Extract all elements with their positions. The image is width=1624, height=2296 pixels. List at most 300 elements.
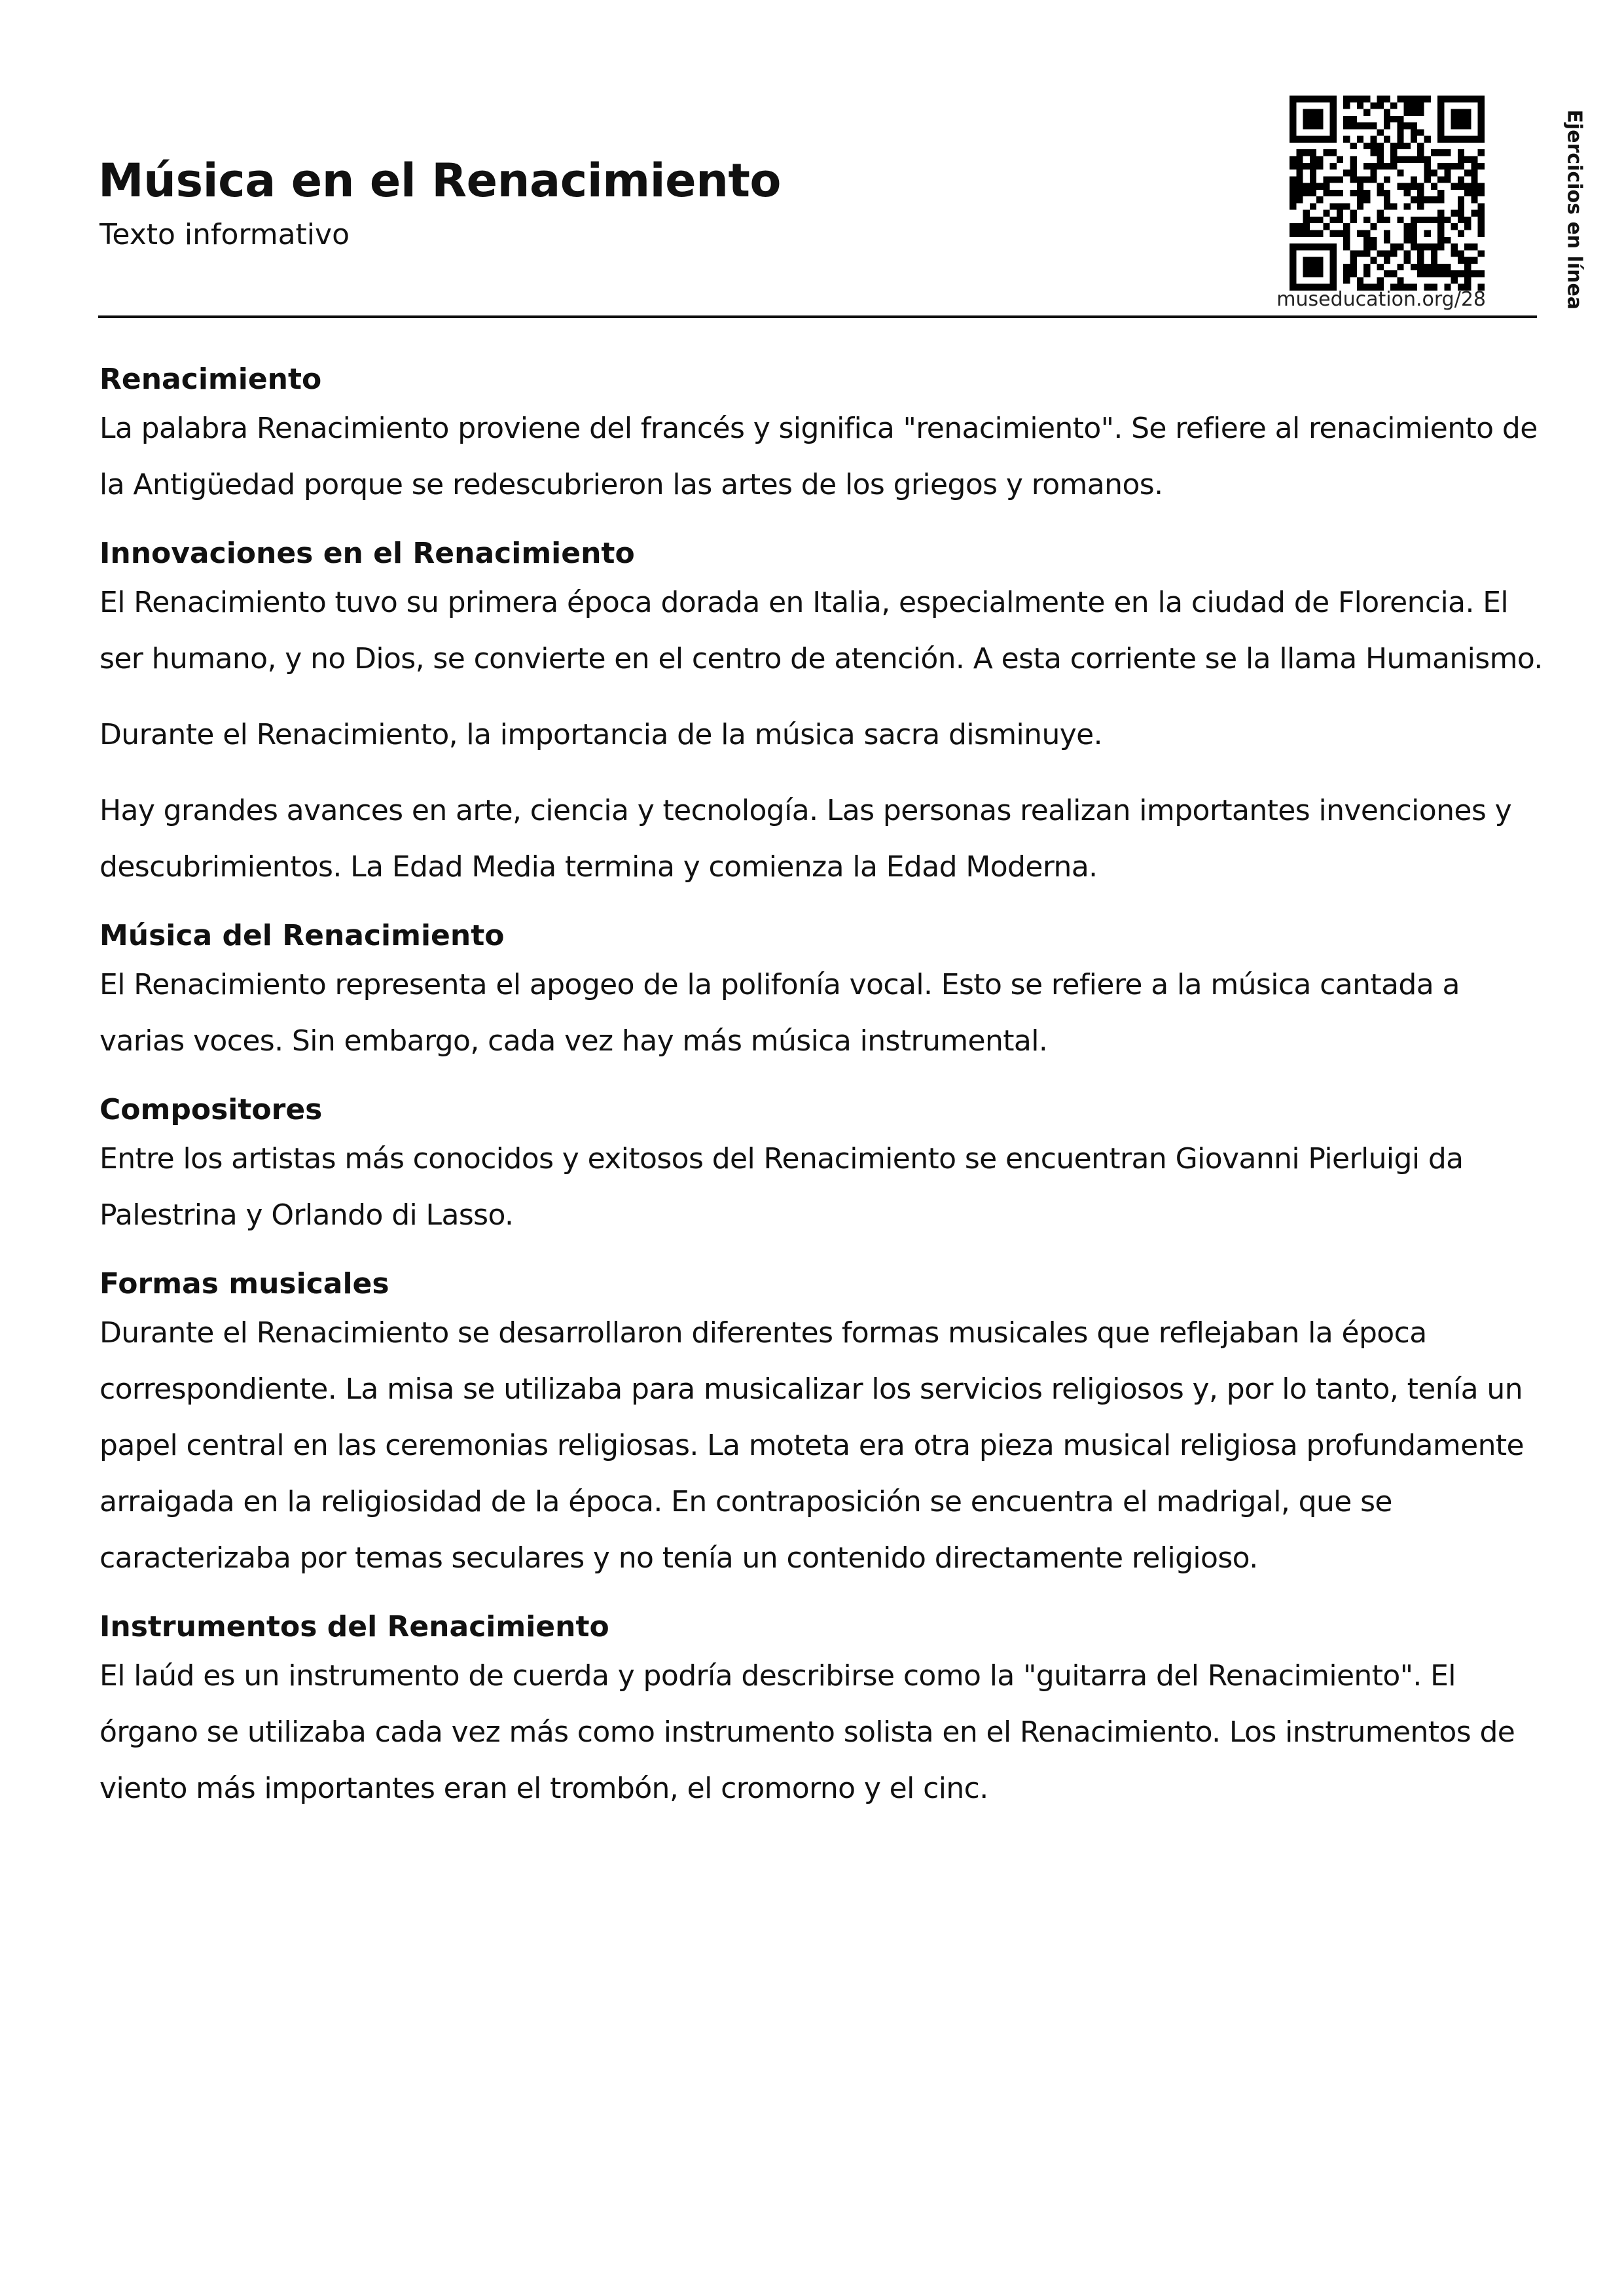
qr-module	[1310, 217, 1316, 223]
qr-module	[1417, 143, 1424, 149]
qr-module	[1471, 156, 1477, 162]
qr-module	[1390, 102, 1397, 109]
qr-module	[1390, 156, 1397, 162]
qr-module	[1390, 270, 1397, 277]
qr-module	[1464, 243, 1471, 250]
qr-module	[1451, 277, 1458, 283]
qr-module	[1478, 102, 1485, 109]
qr-module	[1431, 149, 1437, 156]
qr-module	[1357, 190, 1363, 196]
qr-module	[1464, 156, 1471, 162]
qr-module	[1458, 183, 1464, 190]
qr-module	[1404, 190, 1411, 196]
qr-module	[1303, 270, 1310, 277]
qr-module	[1303, 230, 1310, 237]
qr-module	[1471, 243, 1477, 250]
qr-module	[1444, 270, 1451, 277]
qr-module	[1411, 109, 1417, 116]
qr-module	[1397, 264, 1403, 270]
qr-module	[1370, 149, 1377, 156]
qr-module	[1370, 136, 1377, 143]
qr-module	[1323, 149, 1329, 156]
section-paragraph: El laúd es un instrumento de cuerda y podría describirse como la "guitarra del Renacimiento". El órgano se utilizaba cada vez más como instrumento solista en el Renacimiento. Los instrumentos de viento más importantes eran el trombón, el cromorno y el cinc.	[99, 1659, 1515, 1805]
qr-module	[1330, 243, 1337, 250]
qr-module	[1458, 210, 1464, 217]
qr-module	[1377, 143, 1384, 149]
qr-module	[1350, 170, 1356, 176]
qr-module	[1330, 122, 1337, 129]
qr-module	[1390, 243, 1397, 250]
qr-url-label[interactable]: museducation.org/28	[1276, 288, 1486, 311]
qr-module	[1323, 176, 1329, 183]
qr-module	[1316, 230, 1323, 237]
qr-module	[1296, 96, 1303, 102]
qr-module	[1337, 230, 1343, 237]
qr-module	[1384, 136, 1390, 143]
qr-module	[1343, 122, 1350, 129]
qr-module	[1431, 257, 1437, 264]
qr-module	[1350, 156, 1356, 162]
qr-module	[1350, 122, 1356, 129]
qr-module	[1397, 277, 1403, 283]
qr-module	[1350, 190, 1356, 196]
qr-module	[1444, 170, 1451, 176]
qr-module	[1357, 96, 1363, 102]
qr-module	[1390, 250, 1397, 257]
qr-module	[1424, 217, 1431, 223]
qr-module	[1330, 190, 1337, 196]
qr-module	[1437, 270, 1444, 277]
qr-module	[1323, 136, 1329, 143]
qr-module	[1370, 143, 1377, 149]
qr-module	[1471, 210, 1477, 217]
qr-module	[1310, 264, 1316, 270]
qr-module	[1437, 210, 1444, 217]
qr-module	[1471, 190, 1477, 196]
qr-module	[1464, 277, 1471, 283]
qr-module	[1296, 223, 1303, 230]
qr-module	[1464, 109, 1471, 116]
qr-module	[1303, 190, 1310, 196]
qr-module	[1464, 223, 1471, 230]
qr-module	[1357, 277, 1363, 283]
qr-module	[1330, 109, 1337, 116]
qr-module	[1424, 163, 1431, 170]
qr-module	[1363, 243, 1370, 250]
qr-module	[1437, 116, 1444, 122]
qr-module	[1296, 149, 1303, 156]
qr-module	[1431, 264, 1437, 270]
qr-module	[1316, 217, 1323, 223]
qr-module	[1303, 136, 1310, 143]
qr-module	[1397, 136, 1403, 143]
qr-module	[1310, 163, 1316, 170]
qr-module	[1303, 116, 1310, 122]
qr-module	[1310, 156, 1316, 162]
qr-module	[1296, 183, 1303, 190]
qr-module	[1377, 250, 1384, 257]
qr-module	[1417, 149, 1424, 156]
qr-module	[1478, 203, 1485, 209]
qr-module	[1451, 183, 1458, 190]
section-heading: Innovaciones en el Renacimiento	[99, 537, 635, 570]
qr-module	[1337, 176, 1343, 183]
qr-module	[1417, 156, 1424, 162]
qr-module	[1290, 96, 1296, 102]
qr-module	[1370, 163, 1377, 170]
qr-module	[1478, 122, 1485, 129]
qr-module	[1323, 210, 1329, 217]
qr-module	[1337, 156, 1343, 162]
qr-module	[1310, 136, 1316, 143]
section-instrumentos	[99, 1606, 1546, 1817]
qr-module	[1478, 223, 1485, 230]
qr-module	[1411, 96, 1417, 102]
qr-module	[1437, 217, 1444, 223]
qr-module	[1437, 196, 1444, 203]
qr-module	[1384, 203, 1390, 209]
qr-module	[1411, 156, 1417, 162]
qr-module	[1404, 143, 1411, 149]
qr-module	[1411, 230, 1417, 237]
qr-module	[1458, 176, 1464, 183]
qr-module	[1458, 203, 1464, 209]
qr-module	[1330, 277, 1337, 283]
qr-module	[1424, 96, 1431, 102]
qr-module	[1310, 170, 1316, 176]
qr-module	[1471, 196, 1477, 203]
qr-module	[1404, 257, 1411, 264]
qr-module	[1431, 170, 1437, 176]
qr-module	[1458, 230, 1464, 237]
qr-module	[1431, 196, 1437, 203]
qr-module	[1310, 122, 1316, 129]
qr-module	[1310, 270, 1316, 277]
qr-module	[1303, 149, 1310, 156]
qr-module	[1303, 257, 1310, 264]
qr-module	[1404, 109, 1411, 116]
qr-module	[1458, 122, 1464, 129]
qr-module	[1384, 237, 1390, 243]
qr-module	[1437, 129, 1444, 135]
qr-module	[1323, 96, 1329, 102]
qr-module	[1290, 183, 1296, 190]
qr-module	[1337, 190, 1343, 196]
online-exercises-label: Ejercicios en línea	[1562, 109, 1586, 310]
qr-module	[1330, 264, 1337, 270]
qr-module	[1350, 143, 1356, 149]
qr-module	[1316, 163, 1323, 170]
header-divider	[98, 315, 1537, 318]
qr-module	[1377, 217, 1384, 223]
qr-module	[1310, 183, 1316, 190]
section-heading: Instrumentos del Renacimiento	[99, 1610, 609, 1643]
qr-module	[1464, 136, 1471, 143]
qr-module	[1343, 277, 1350, 283]
qr-module	[1437, 102, 1444, 109]
qr-module	[1290, 243, 1296, 250]
qr-module	[1290, 264, 1296, 270]
qr-module	[1290, 190, 1296, 196]
qr-module	[1310, 149, 1316, 156]
qr-module	[1357, 176, 1363, 183]
qr-module	[1417, 183, 1424, 190]
qr-module	[1411, 176, 1417, 183]
qr-module	[1417, 257, 1424, 264]
qr-module	[1417, 96, 1424, 102]
qr-module	[1343, 102, 1350, 109]
qr-module	[1384, 96, 1390, 102]
qr-module	[1404, 183, 1411, 190]
qr-module	[1384, 122, 1390, 129]
qr-module	[1296, 170, 1303, 176]
qr-code-icon[interactable]	[1290, 96, 1485, 291]
qr-module	[1464, 257, 1471, 264]
qr-module	[1417, 270, 1424, 277]
qr-module	[1404, 230, 1411, 237]
qr-module	[1458, 156, 1464, 162]
qr-module	[1444, 237, 1451, 243]
qr-module	[1357, 250, 1363, 257]
qr-module	[1296, 190, 1303, 196]
qr-module	[1384, 190, 1390, 196]
qr-module	[1437, 176, 1444, 183]
qr-module	[1431, 183, 1437, 190]
qr-module	[1370, 257, 1377, 264]
qr-module	[1444, 149, 1451, 156]
qr-module	[1478, 183, 1485, 190]
qr-module	[1343, 243, 1350, 250]
qr-module	[1417, 243, 1424, 250]
qr-module	[1303, 210, 1310, 217]
section-heading: Compositores	[99, 1093, 323, 1126]
qr-module	[1397, 143, 1403, 149]
section-paragraph: El Renacimiento representa el apogeo de la polifonía vocal. Esto se refiere a la música cantada a varias voces. Sin embargo, cada vez hay más música instrumental.	[99, 968, 1460, 1058]
qr-module	[1411, 183, 1417, 190]
qr-module	[1384, 163, 1390, 170]
qr-module	[1478, 230, 1485, 237]
qr-module	[1384, 116, 1390, 122]
qr-module	[1411, 243, 1417, 250]
qr-module	[1290, 109, 1296, 116]
qr-module	[1296, 230, 1303, 237]
qr-module	[1458, 196, 1464, 203]
qr-module	[1478, 270, 1485, 277]
section-paragraph: La palabra Renacimiento proviene del francés y significa "renacimiento". Se refiere al renacimiento de la Antigüedad porque se redescubrieron las artes de los griegos y romanos.	[99, 412, 1538, 501]
qr-module	[1417, 109, 1424, 116]
qr-module	[1411, 102, 1417, 109]
qr-module	[1384, 257, 1390, 264]
qr-module	[1290, 136, 1296, 143]
qr-module	[1350, 96, 1356, 102]
qr-module	[1478, 149, 1485, 156]
qr-module	[1370, 243, 1377, 250]
qr-module	[1464, 96, 1471, 102]
section-compositores	[99, 1089, 1546, 1244]
qr-module	[1390, 143, 1397, 149]
qr-module	[1357, 136, 1363, 143]
qr-module	[1424, 270, 1431, 277]
qr-module	[1296, 156, 1303, 162]
qr-module	[1377, 129, 1384, 135]
qr-module	[1411, 122, 1417, 129]
qr-module	[1303, 96, 1310, 102]
section-heading: Renacimiento	[99, 363, 322, 396]
qr-module	[1464, 183, 1471, 190]
qr-module	[1458, 270, 1464, 277]
qr-module	[1363, 230, 1370, 237]
qr-module	[1296, 176, 1303, 183]
qr-module	[1316, 183, 1323, 190]
qr-module	[1290, 277, 1296, 283]
qr-module	[1337, 210, 1343, 217]
qr-module	[1417, 264, 1424, 270]
qr-module	[1343, 170, 1350, 176]
qr-module	[1350, 210, 1356, 217]
qr-module	[1343, 203, 1350, 209]
qr-module	[1478, 116, 1485, 122]
qr-module	[1370, 170, 1377, 176]
qr-module	[1290, 102, 1296, 109]
qr-module	[1370, 237, 1377, 243]
section-heading: Música del Renacimiento	[99, 919, 505, 952]
qr-module	[1417, 196, 1424, 203]
qr-module	[1437, 230, 1444, 237]
text-body	[99, 359, 1546, 1817]
qr-module	[1404, 102, 1411, 109]
section-renacimiento	[99, 359, 1546, 513]
qr-module	[1363, 96, 1370, 102]
qr-module	[1458, 96, 1464, 102]
qr-module	[1451, 136, 1458, 143]
qr-module	[1296, 243, 1303, 250]
qr-module	[1424, 156, 1431, 162]
qr-module	[1330, 116, 1337, 122]
qr-module	[1390, 163, 1397, 170]
qr-module	[1377, 149, 1384, 156]
qr-module	[1451, 223, 1458, 230]
qr-module	[1411, 136, 1417, 143]
qr-module	[1350, 250, 1356, 257]
qr-module	[1350, 264, 1356, 270]
qr-module	[1437, 149, 1444, 156]
qr-module	[1451, 96, 1458, 102]
qr-module	[1397, 96, 1403, 102]
qr-module	[1330, 96, 1337, 102]
qr-module	[1363, 122, 1370, 129]
qr-module	[1330, 203, 1337, 209]
qr-module	[1310, 243, 1316, 250]
qr-module	[1417, 250, 1424, 257]
qr-module	[1363, 264, 1370, 270]
qr-module	[1390, 203, 1397, 209]
qr-module	[1437, 190, 1444, 196]
qr-module	[1404, 203, 1411, 209]
qr-module	[1377, 156, 1384, 162]
qr-module	[1417, 102, 1424, 109]
qr-module	[1370, 223, 1377, 230]
qr-module	[1384, 196, 1390, 203]
qr-module	[1303, 243, 1310, 250]
qr-module	[1384, 217, 1390, 223]
qr-module	[1444, 96, 1451, 102]
qr-module	[1424, 264, 1431, 270]
qr-module	[1404, 156, 1411, 162]
qr-module	[1417, 217, 1424, 223]
qr-module	[1384, 270, 1390, 277]
qr-module	[1316, 264, 1323, 270]
section-paragraph: Durante el Renacimiento se desarrollaron diferentes formas musicales que reflejaban la época correspondiente. La misa se utilizaba para musicalizar los servicios religiosos y, por lo tanto, tenía un papel central en las ceremonias religiosas. La moteta era otra pieza musical religiosa profundamente arraigada en la religiosidad de la época. En contraposición se encuentra el madrigal, que se caracterizaba por temas seculares y no tenía un contenido directamente religioso.	[99, 1316, 1525, 1575]
qr-module	[1290, 116, 1296, 122]
page-title: Música en el Renacimiento	[98, 154, 782, 207]
qr-module	[1316, 257, 1323, 264]
qr-module	[1478, 129, 1485, 135]
qr-module	[1357, 203, 1363, 209]
qr-module	[1431, 270, 1437, 277]
qr-module	[1290, 176, 1296, 183]
qr-module	[1431, 250, 1437, 257]
qr-module	[1478, 210, 1485, 217]
qr-module	[1397, 183, 1403, 190]
qr-module	[1478, 190, 1485, 196]
qr-module	[1343, 136, 1350, 143]
qr-module	[1397, 243, 1403, 250]
qr-module	[1363, 270, 1370, 277]
qr-module	[1424, 136, 1431, 143]
qr-module	[1451, 210, 1458, 217]
qr-module	[1384, 250, 1390, 257]
qr-module	[1350, 116, 1356, 122]
section-paragraph: El Renacimiento tuvo su primera época dorada en Italia, especialmente en la ciudad de Florencia. El ser humano, y no Dios, se convierte en el centro de atención. A esta corriente se la llama Humanismo.	[99, 586, 1543, 675]
section-heading: Formas musicales	[99, 1267, 389, 1300]
qr-module	[1437, 109, 1444, 116]
qr-module	[1363, 217, 1370, 223]
qr-module	[1458, 217, 1464, 223]
qr-module	[1451, 163, 1458, 170]
section-paragraph: Entre los artistas más conocidos y exitosos del Renacimiento se encuentran Giovanni Pierluigi da Palestrina y Orlando di Lasso.	[99, 1142, 1464, 1232]
qr-module	[1404, 237, 1411, 243]
qr-module	[1290, 129, 1296, 135]
qr-module	[1303, 223, 1310, 230]
qr-module	[1357, 102, 1363, 109]
qr-module	[1424, 176, 1431, 183]
qr-module	[1350, 270, 1356, 277]
qr-module	[1431, 217, 1437, 223]
qr-module	[1417, 129, 1424, 135]
qr-module	[1471, 163, 1477, 170]
qr-module	[1357, 122, 1363, 129]
qr-module	[1411, 223, 1417, 230]
qr-module	[1337, 203, 1343, 209]
qr-module	[1330, 270, 1337, 277]
qr-module	[1303, 163, 1310, 170]
qr-module	[1316, 122, 1323, 129]
qr-module	[1377, 163, 1384, 170]
qr-module	[1471, 136, 1477, 143]
qr-module	[1444, 136, 1451, 143]
qr-module	[1458, 109, 1464, 116]
qr-module	[1316, 270, 1323, 277]
qr-module	[1363, 196, 1370, 203]
qr-module	[1464, 270, 1471, 277]
qr-module	[1310, 230, 1316, 237]
section-paragraph: Hay grandes avances en arte, ciencia y tecnología. Las personas realizan importantes invenciones y descubrimientos. La Edad Media termina y comienza la Edad Moderna.	[99, 794, 1512, 884]
qr-module	[1343, 270, 1350, 277]
qr-module	[1330, 102, 1337, 109]
qr-module	[1350, 176, 1356, 183]
qr-module	[1370, 176, 1377, 183]
qr-module	[1343, 96, 1350, 102]
